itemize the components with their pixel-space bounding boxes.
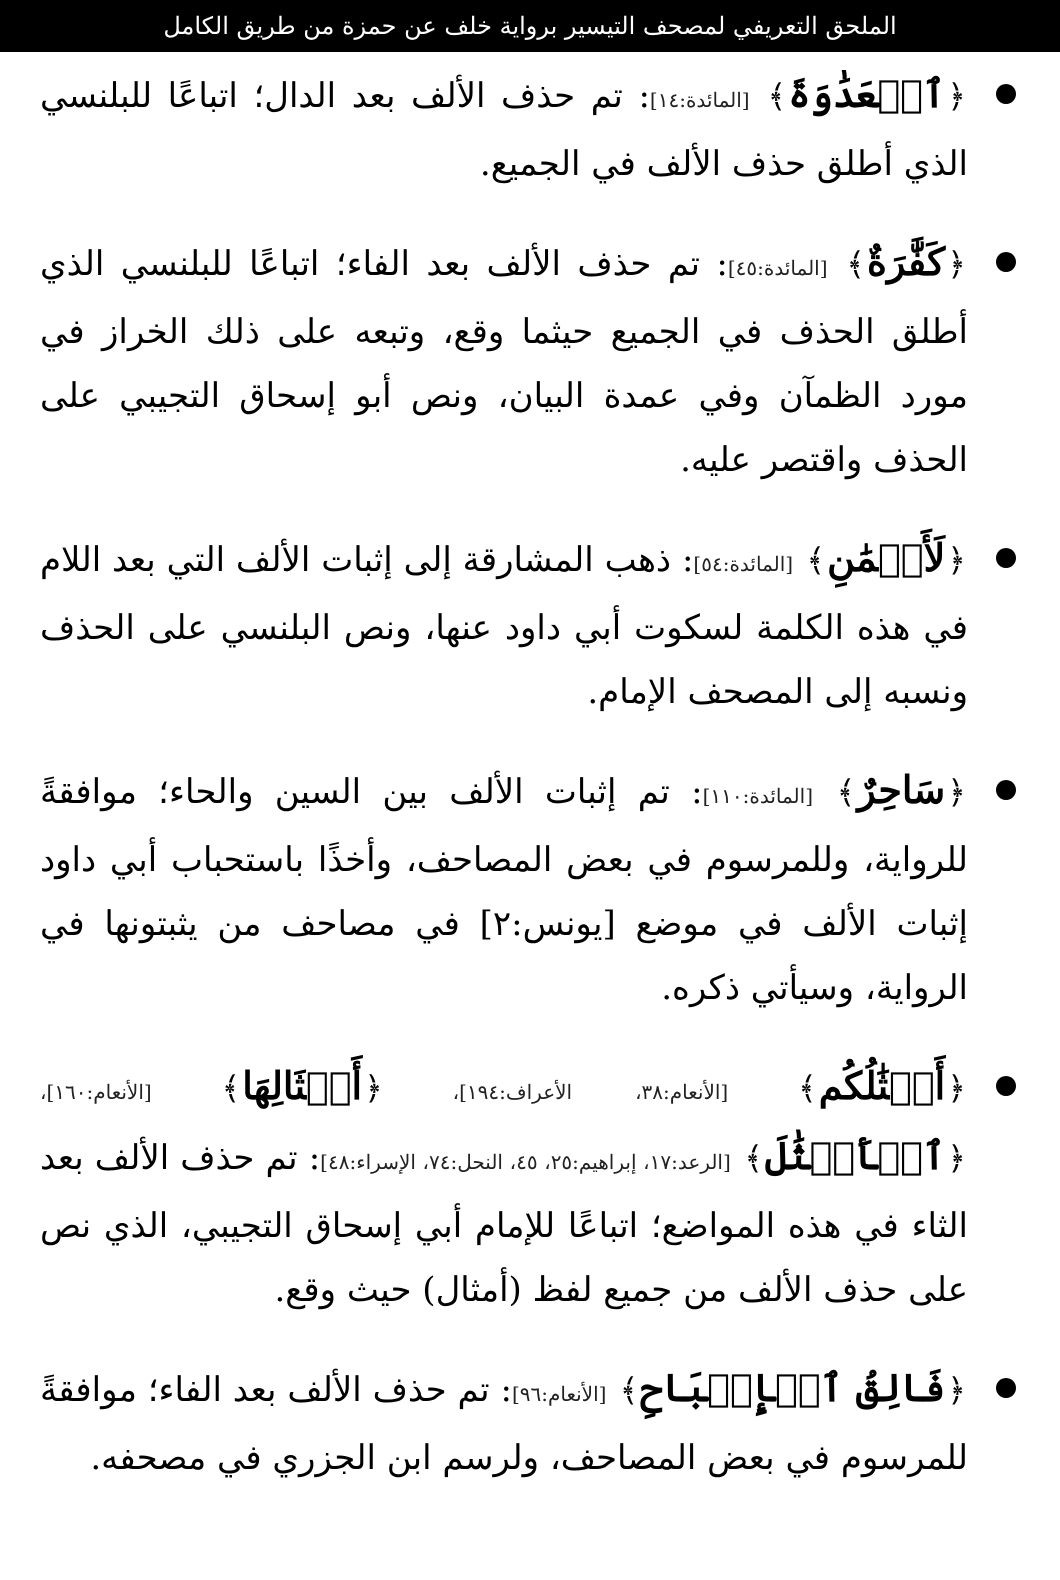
bullet-icon [996,1076,1016,1096]
ornate-bracket-close-icon: ﴾ [767,77,787,115]
entry-text: : تم حذف الألف بعد الثاء في هذه المواضع؛ اتباعًا للإمام أبي إسحاق التجيبي، الذي نص على حذف الألف من جميع لفظ (أمثال) حيث وقع. [40,1138,968,1310]
page-body [40,62,1020,1524]
entry-text: : تم حذف الألف بعد الفاء؛ موافقةً للمرسوم في بعض المصاحف، ولرسم ابن الجزري في مصحفه. [40,1370,968,1478]
bullet-icon [996,780,1016,800]
verse-reference: [الرعد:١٧، إبراهيم:٢٥، ٤٥، النحل:٧٤، الإسراء:٤٨] [320,1150,731,1174]
entry-kaffarah [40,230,1020,492]
ornate-bracket-open-icon: ﴿ [947,1139,966,1177]
bullet-icon [996,84,1016,104]
verse-reference: [المائدة:٥٤] [693,552,794,576]
entry-faliq-al-isbah [40,1356,1020,1490]
entry-text: : ذهب المشارقة إلى إثبات الألف التي بعد اللام في هذه الكلمة لسكوت أبي داود عنها، ونص البلنسي على الحذف ونسبه إلى المصحف الإمام. [40,540,968,712]
bullet-icon [996,1378,1016,1398]
ornate-bracket-open-icon: ﴿ [947,773,966,811]
quran-word: كَفَّٰرَةٌ [867,239,946,284]
ornate-bracket-open-icon: ﴿ [947,541,966,579]
ornate-bracket-close-icon: ﴾ [797,1069,817,1107]
entry-text: : تم حذف الألف بعد الفاء؛ اتباعًا للبلنسي الذي أطلق الحذف في الجميع حيثما وقع، وتبعه على ذلك الخراز في مورد الظمآن وفي عمدة البيان، ونص أبو إسحاق التجيبي على الحذف واقتصر عليه. [40,244,968,480]
verse-reference: [المائدة:١٤] [649,88,750,112]
ornate-bracket-open-icon: ﴿ [364,1069,383,1107]
verse-reference: [الأنعام:٣٨، الأعراف:١٩٤]، [452,1080,729,1104]
entry-al-adawah [40,62,1020,196]
quran-word: لَأَيۡمَٰنِ [827,535,946,580]
ornate-bracket-close-icon: ﴾ [619,1371,639,1409]
ornate-bracket-close-icon: ﴾ [836,773,856,811]
header-title: الملحق التعريفي لمصحف التيسير برواية خلف عن حمزة من طريق الكامل [163,12,897,40]
entry-text: : تم إثبات الألف بين السين والحاء؛ موافقةً للرواية، وللمرسوم في بعض المصاحف، وأخذًا باستحباب أبي داود إثبات الألف في موضع [يونس:٢] في مصاحف من يثبتونها في الرواية، وسيأتي ذكره. [40,772,968,1008]
quran-word: أَمۡثَالِهَا [242,1063,363,1108]
ornate-bracket-open-icon: ﴿ [947,1069,966,1107]
entry-sahir [40,758,1020,1020]
ornate-bracket-open-icon: ﴿ [947,245,966,283]
ornate-bracket-open-icon: ﴿ [947,77,966,115]
entry-amthal [40,1054,1020,1322]
quran-word: فَالِقُ ٱلۡإِصۡبَاحِ [640,1365,946,1410]
ornate-bracket-open-icon: ﴿ [947,1371,966,1409]
quran-word: ٱلۡعَدَٰوَةَ [788,71,946,116]
ornate-bracket-close-icon: ﴾ [744,1139,763,1177]
quran-word: ٱلۡأَمۡثَٰلَ [764,1133,946,1178]
ornate-bracket-close-icon: ﴾ [806,541,826,579]
ornate-bracket-close-icon: ﴾ [221,1069,241,1107]
entry-laayman [40,526,1020,724]
bullet-icon [996,252,1016,272]
quran-word: أَمۡثَٰلُكُم [818,1063,946,1108]
verse-reference: [المائدة:١١٠] [702,784,813,808]
bullet-icon [996,548,1016,568]
verse-reference: [الأنعام:١٦٠]، [40,1080,152,1104]
verse-reference: [المائدة:٤٥] [727,256,828,280]
entry-text: : تم حذف الألف بعد الدال؛ اتباعًا للبلنسي الذي أطلق حذف الألف في الجميع. [40,76,968,184]
verse-reference: [الأنعام:٩٦] [511,1382,607,1406]
running-header [0,0,1060,52]
ornate-bracket-close-icon: ﴾ [846,245,866,283]
quran-word: سَاحِرٌ [857,767,946,812]
